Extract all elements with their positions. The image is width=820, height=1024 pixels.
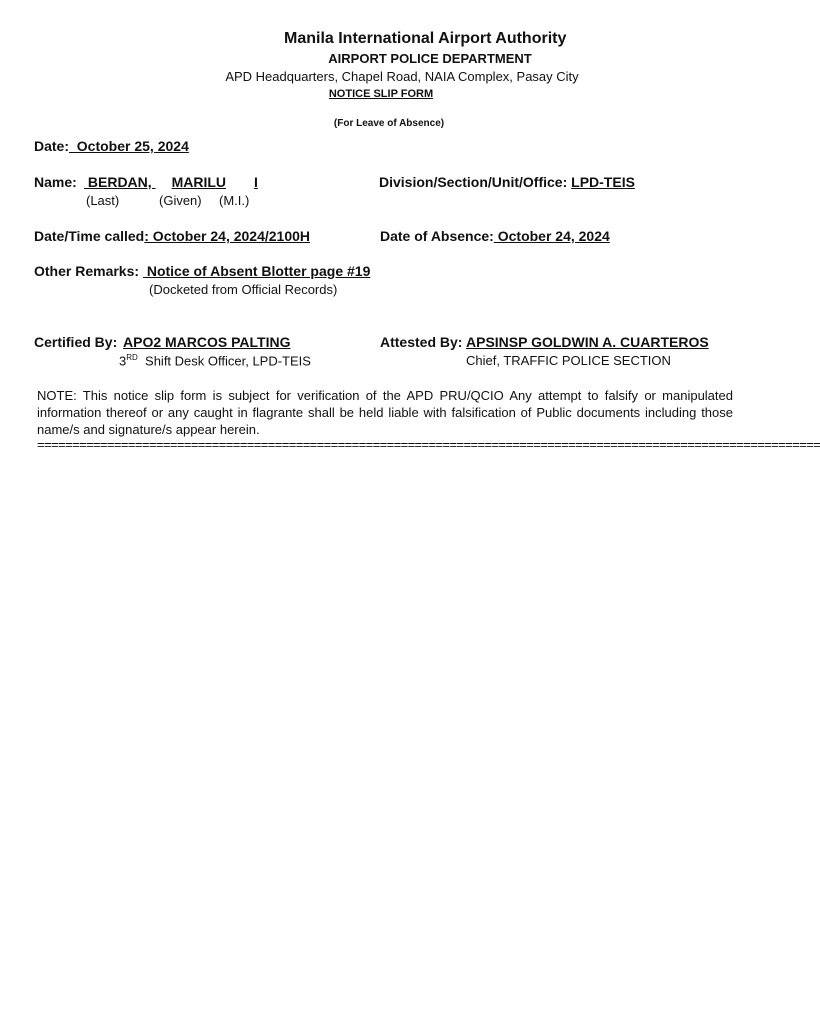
absence-field: [380, 228, 610, 244]
division-value: LPD-TEIS: [571, 174, 635, 190]
verification-note: NOTE: This notice slip form is subject for verification of the APD PRU/QCIO Any attempt to falsify or manipulated information thereof or any caught in flagrante shall be held liable with falsification of Public documents including those name/s and signature/s appear herein.: [37, 388, 733, 437]
form-subtitle: (For Leave of Absence): [333, 118, 445, 129]
remarks-note: (Docketed from Official Records): [149, 282, 338, 297]
date-field: [34, 138, 189, 154]
remarks-label: Other Remarks:: [34, 263, 140, 279]
name-hint-mi: (M.I.): [219, 193, 250, 208]
certified-title-rest: Shift Desk Officer, LPD-TEIS: [145, 353, 311, 369]
attested-title: Chief, TRAFFIC POLICE SECTION: [466, 353, 671, 368]
date-value: October 25, 2024: [69, 138, 189, 154]
datetime-called-field: [34, 228, 310, 244]
datetime-called-value: : October 24, 2024/2100H: [144, 228, 311, 244]
separator-line: ================================================================================================================: [37, 437, 820, 452]
remarks-field: [34, 263, 370, 279]
absence-value: October 24, 2024: [493, 228, 610, 244]
remarks-value: Notice of Absent Blotter page #19: [142, 263, 371, 279]
form-title: NOTICE SLIP FORM: [328, 88, 434, 100]
datetime-called-label: Date/Time called: [34, 228, 145, 244]
name-given: MARILU: [171, 174, 226, 190]
address: APD Headquarters, Chapel Road, NAIA Complex, Pasay City: [225, 69, 579, 84]
attested-name: APSINSP GOLDWIN A. CUARTEROS: [466, 334, 709, 350]
name-hint-given: (Given): [159, 193, 202, 208]
division-label: Division/Section/Unit/Office:: [379, 174, 568, 190]
division-field: [379, 174, 635, 190]
certified-title: [119, 353, 311, 368]
name-value: [84, 174, 258, 190]
name-label: Name:: [34, 174, 77, 190]
certified-title-num: 3: [119, 353, 127, 369]
certified-label: Certified By:: [34, 334, 118, 350]
name-last: BERDAN,: [84, 174, 156, 190]
org-name: Manila International Airport Authority: [284, 30, 567, 47]
name-hint-last: (Last): [86, 193, 120, 208]
department-name: AIRPORT POLICE DEPARTMENT: [328, 51, 532, 66]
date-label: Date:: [34, 138, 70, 154]
absence-label: Date of Absence:: [380, 228, 494, 244]
certified-name: APO2 MARCOS PALTING: [123, 334, 291, 350]
name-mi: I: [254, 174, 258, 190]
certified-title-sup: RD: [126, 353, 138, 362]
attested-label: Attested By:: [380, 334, 463, 350]
